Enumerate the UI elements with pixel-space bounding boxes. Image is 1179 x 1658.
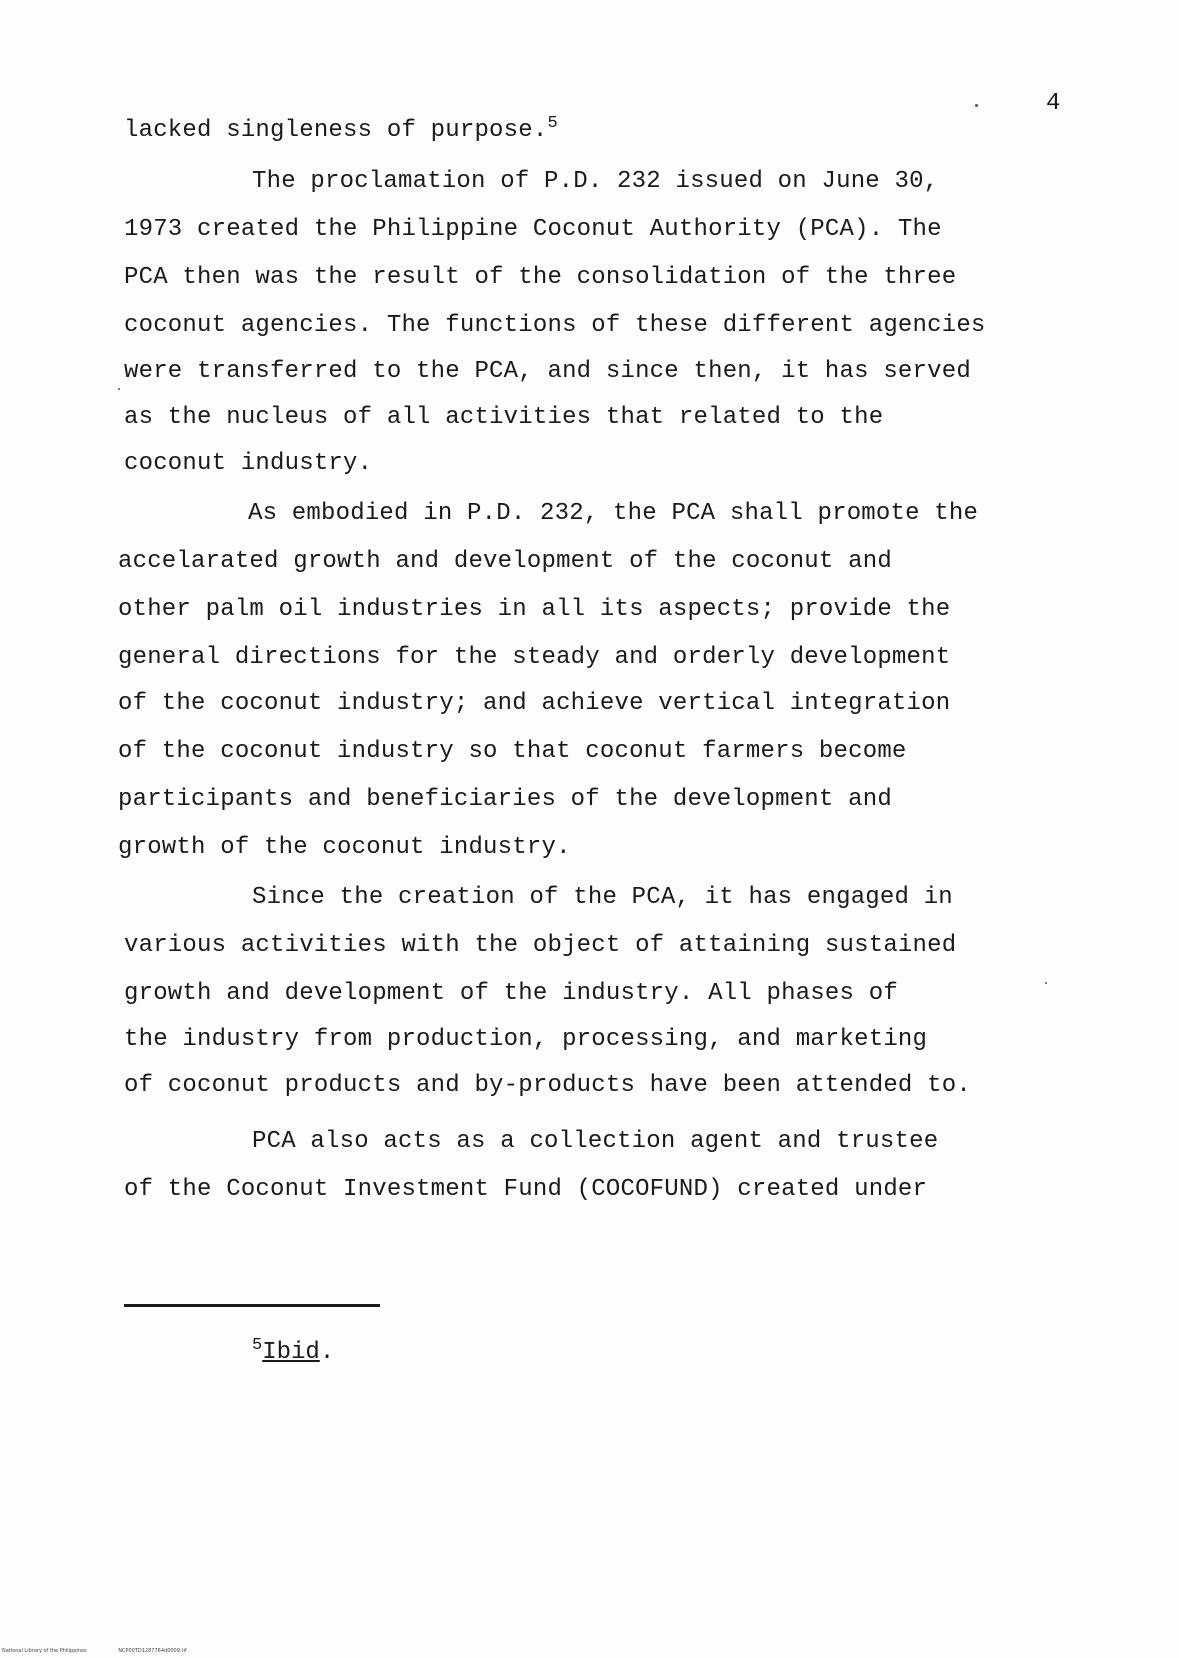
text-line: as the nucleus of all activities that related to the [124,404,884,431]
text-line: lacked singleness of purpose.$^5$ [124,114,558,144]
scan-speck [975,104,978,107]
footnote-tail: . [319,1339,335,1366]
text-line: of the Coconut Investment Fund (COCOFUND) created under [124,1176,928,1203]
text-line: of the coconut industry; and achieve vertical integration [118,690,951,717]
footnote-reference: 5 [547,114,558,133]
text-line: coconut industry. [124,450,373,477]
text-line: accelarated growth and development of the coconut and [118,548,892,575]
text-line: PCA also acts as a collection agent and trustee [252,1128,939,1155]
text-line: growth of the coconut industry. [118,834,571,861]
text-line: As embodied in P.D. 232, the PCA shall promote the [248,500,979,527]
text-line: of the coconut industry so that coconut farmers become [118,738,907,765]
text-line: coconut agencies. The functions of these different agencies [124,312,986,339]
page-number: 4 [1046,90,1061,117]
text-line: PCA then was the result of the consolidation of the three [124,264,957,291]
text-line: The proclamation of P.D. 232 issued on June 30, [252,168,939,195]
text-line: general directions for the steady and orderly development [118,644,951,671]
text-line: were transferred to the PCA, and since then, it has served [124,358,971,385]
text-line: various activities with the object of attaining sustained [124,932,957,959]
text-line: Since the creation of the PCA, it has engaged in [252,884,953,911]
scan-speck [1045,982,1047,984]
text-line: of coconut products and by-products have been attended to. [124,1072,971,1099]
footnote [252,1336,334,1366]
footnote-divider [124,1304,380,1307]
text-line: growth and development of the industry. All phases of [124,980,898,1007]
footnote-text: Ibid [262,1339,320,1366]
text-line: other palm oil industries in all its aspects; provide the [118,596,951,623]
footer-code: NCP00TD1287764d0009.tif [118,1648,187,1654]
footnote-marker: 5 [252,1336,263,1355]
scan-speck [118,388,120,390]
text-line: the industry from production, processing, and marketing [124,1026,928,1053]
text-line: 1973 created the Philippine Coconut Authority (PCA). The [124,216,942,243]
scan-footer [2,1648,217,1654]
footer-library: National Library of the Philippines [2,1648,87,1654]
text-line: participants and beneficiaries of the development and [118,786,892,813]
